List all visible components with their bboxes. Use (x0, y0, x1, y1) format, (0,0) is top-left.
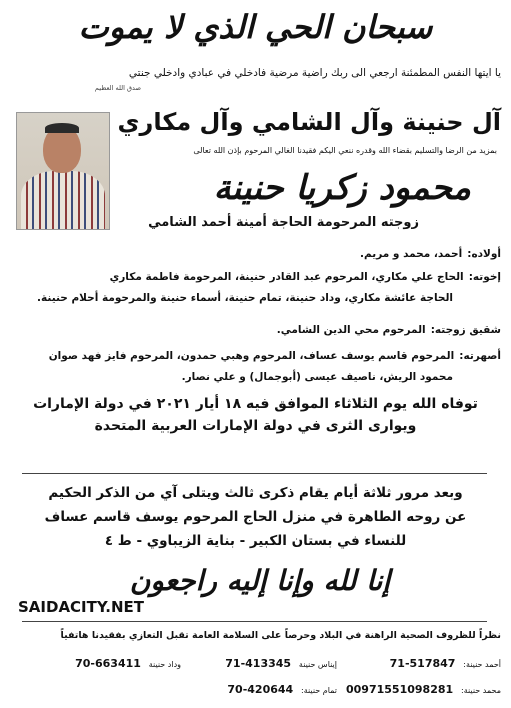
wife-brother-text: المرحوم محي الدين الشامي. (276, 324, 426, 336)
in-laws-text-1: المرحوم قاسم يوسف عساف، المرحوم وهبي حمدون، المرحوم فايز فهد صوان (48, 350, 455, 362)
families-title: آل حنينة وآل الشامي وآل مكاري (117, 108, 501, 136)
in-laws-text-2: محمود الريش، ناصيف عيسى (أبوجمال) و علي نصار. (181, 371, 453, 383)
site-watermark: SAIDACITY.NET (18, 598, 144, 616)
wife-brother-label: شقيق زوجته: (430, 324, 501, 336)
ceremony-line-2: عن روحه الطاهرة في منزل الحاج المرحوم يوسف قاسم عساف (44, 509, 467, 525)
condolences-note: نظراً للظروف الصحية الراهنة في البلاد وحرصاً على السلامة العامة تقبل التعازي بفقيدنا هاتفياً (60, 630, 501, 641)
children-row (360, 242, 501, 261)
closing-verse: إنا لله وإنا إليه راجعون (129, 564, 391, 597)
deceased-photo (16, 112, 110, 230)
contact-inas (225, 657, 337, 670)
death-line-2: ويوارى الثرى في دولة الإمارات العربية المتحدة (94, 418, 417, 434)
wife-line: زوجته المرحومة الحاجة أمينة أحمد الشامي (148, 215, 419, 230)
siblings-row (110, 265, 501, 284)
intro-text: بمزيد من الرضا والتسليم بقضاء الله وقدره ننعي اليكم فقيدنا الغالي المرحوم بإذن الله تعالى (193, 146, 497, 155)
contact-name: وداد حنينة (148, 660, 181, 669)
children-label: أولاده: (467, 248, 501, 260)
contact-phone: 00971551098281 (346, 683, 454, 696)
siblings-label: إخوته: (468, 271, 501, 283)
header-subverse: يا ايتها النفس المطمئنة ارجعي الى ربك راضية مرضية فادخلي في عبادي وادخلي جنتي (128, 67, 501, 79)
contact-widad (75, 657, 181, 670)
wife-brother-row (277, 318, 501, 337)
children-text: أحمد، محمد و مريم. (360, 248, 463, 260)
siblings-text-1: الحاج علي مكاري، المرحوم عبد القادر حنينة، المرحومة فاطمة مكاري (109, 271, 464, 283)
header-small-note: صدق الله العظيم (94, 84, 141, 92)
ceremony-line-1: وبعد مرور ثلاثة أيام يقام ذكرى ثالث ويتلى آي من الذكر الحكيم (48, 485, 463, 501)
divider-top (22, 473, 487, 474)
ceremony-line-3: للنساء في بستان الكبير - بناية الزيباوي - ط ٤ (104, 533, 407, 549)
divider-bottom (22, 621, 487, 622)
header-verse: سبحان الحي الذي لا يموت (78, 8, 433, 46)
deceased-name: محمود زكريا حنينة (213, 168, 471, 208)
death-line-1: توفاه الله يوم الثلاثاء الموافق فيه ١٨ أيار ٢٠٢١ في دولة الإمارات (33, 396, 478, 412)
in-laws-row (49, 344, 501, 363)
siblings-text-2: الحاجة عائشة مكاري، وداد حنينة، تمام حنينة، أسماء حنينة والمرحومة أحلام حنينة. (37, 292, 453, 304)
contact-name: تمام حنينة: (301, 686, 337, 695)
contact-phone: 70-420644 (227, 683, 294, 696)
contact-name: محمد حنينة: (461, 686, 501, 695)
contact-phone: 71-413345 (225, 657, 292, 670)
contact-tamam (227, 683, 337, 696)
contact-phone: 70-663411 (75, 657, 141, 670)
contact-mohammad (346, 683, 501, 696)
contact-name: أحمد حنينة: (463, 660, 501, 669)
photo-shirt (21, 171, 105, 230)
contact-name: إيناس حنينة (298, 660, 337, 669)
in-laws-label: أصهرته: (459, 350, 501, 362)
photo-hair (45, 123, 79, 133)
contact-phone: 71-517847 (389, 657, 456, 670)
contact-ahmad (390, 657, 501, 670)
